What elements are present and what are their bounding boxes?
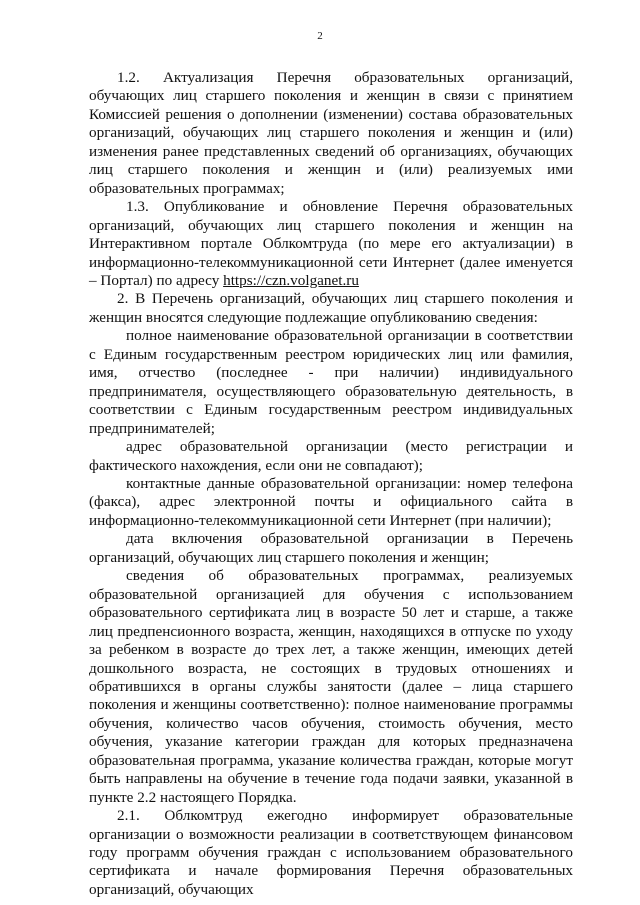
item-address: адрес образовательной организации (место регистрации и фактического нахождения, если они не совпадают); [89,438,573,474]
item-contacts: контактные данные образовательной организации: номер телефона (факса), адрес электронной почты и официального сайта в информационно-телекоммуникационной сети Интернет (при наличии); [89,474,573,529]
paragraph-1-3 [89,198,573,290]
paragraph-2-1: 2.1. Облкомтруд ежегодно информирует образовательные организации о возможности реализации в соответствующем финансовом году программ обучения граждан с использованием образовательного сертификата и начале формирования Перечня образовательных организаций, обучающих [89,807,573,898]
item-programs: сведения об образовательных программах, реализуемых образовательной организацией для обучения с использованием образовательного сертификата лиц в возрасте 50 лет и старше, а также лиц предпенсионного возраста, женщин, находящихся в отпуске по уходу за ребенком в возрасте до трех лет, а также женщин, имеющих детей дошкольного возраста, не состоящих в трудовых отношениях и обратившихся в органы службы занятости (далее – лица старшего поколения и женщины соответственно): полное наименование программы обучения, количество часов обучения, стоимость обучения, место обучения, указание категории граждан для которых предназначена образовательная программа, указание количества граждан, которые могут быть направлены на обучение в течение года подачи заявки, указанной в пункте 2.2 настоящего Порядка. [89,567,573,806]
paragraph-1-3-text: 1.3. Опубликование и обновление Перечня образовательных организаций, обучающих лиц старшего поколения и женщин на Интерактивном портале Облкомтруда (по мере его актуализации) в информационно-телекоммуникационной сети Интернет (далее именуется – Портал) по адресу [89,198,573,289]
paragraph-1-2: 1.2. Актуализация Перечня образовательных организаций, обучающих лиц старшего поколения и женщин в связи с принятием Комиссией решения о дополнении (изменении) состава образовательных организаций, обучающих лиц старшего поколения и женщин и (или) изменения ранее представленных сведений об организациях, обучающих лиц старшего поколения и женщин и (или) реализуемых ими образовательных программах; [89,69,573,197]
portal-link[interactable]: https://czn.volganet.ru [223,271,359,289]
paragraph-2: 2. В Перечень организаций, обучающих лиц старшего поколения и женщин вносятся следующие подлежащие опубликованию сведения: [89,290,573,326]
page-number: 2 [317,30,323,42]
item-inclusion-date: дата включения образовательной организации в Перечень организаций, обучающих лиц старшего поколения и женщин; [89,530,573,566]
document-body [89,69,573,899]
item-full-name: полное наименование образовательной организации в соответствии с Единым государственным реестром юридических лиц или фамилия, имя, отчество (последнее - при наличии) индивидуального предпринимателя, осуществляющего образовательную деятельность, в соответствии с Единым государственным реестром индивидуальных предпринимателей; [89,327,573,437]
